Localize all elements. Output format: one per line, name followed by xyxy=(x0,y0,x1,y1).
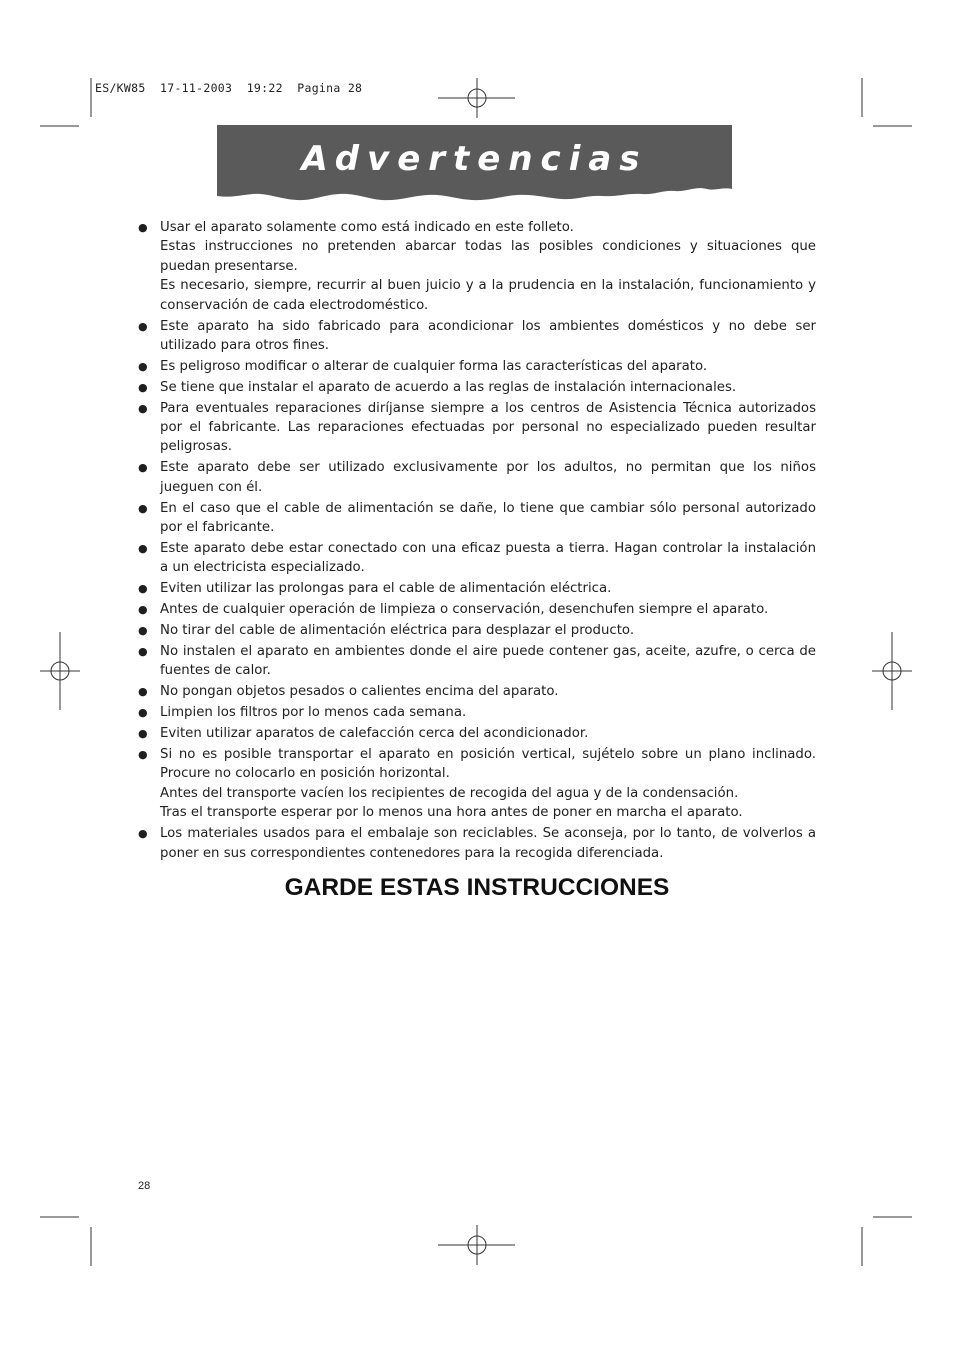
list-item xyxy=(138,499,816,538)
bullet-icon: ● xyxy=(138,461,148,475)
save-instructions-heading: GARDE ESTAS INSTRUCCIONES xyxy=(284,874,670,901)
warning-paragraph: No tirar del cable de alimentación eléctrica para desplazar el producto. xyxy=(160,623,635,639)
warnings-list-container xyxy=(138,218,816,865)
list-item xyxy=(138,218,816,315)
bullet-icon: ● xyxy=(138,401,148,415)
bullet-icon: ● xyxy=(138,380,148,394)
page-number: 28 xyxy=(138,1180,151,1192)
warning-paragraph: Antes de cualquier operación de limpieza o conservación, desenchufen siempre el aparato. xyxy=(160,602,769,618)
list-item xyxy=(138,399,816,457)
warning-paragraph: Este aparato debe ser utilizado exclusivamente por los adultos, no permitan que los niños jueguen con él. xyxy=(160,460,816,495)
list-item xyxy=(138,579,816,598)
warning-paragraph: Eviten utilizar las prolongas para el cable de alimentación eléctrica. xyxy=(160,581,612,597)
warning-paragraph: Este aparato ha sido fabricado para acondicionar los ambientes domésticos y no debe ser utilizado para otros fines. xyxy=(160,318,816,353)
bullet-icon: ● xyxy=(138,582,148,596)
list-item xyxy=(138,539,816,578)
warning-paragraph: Usar el aparato solamente como está indicado en este folleto. xyxy=(160,220,574,235)
bullet-icon: ● xyxy=(138,359,148,373)
list-item xyxy=(138,600,816,619)
warning-paragraph: Para eventuales reparaciones diríjanse siempre a los centros de Asistencia Técnica autorizados por el fabricante. Las reparaciones efectuadas por personal no especializado pueden resultar peligrosas. xyxy=(160,400,816,455)
warning-paragraph: Los materiales usados para el embalaje son reciclables. Se aconseja, por lo tanto, de volverlos a poner en sus correspondientes contenedores para la recogida diferenciada. xyxy=(160,826,816,861)
registration-target-bottom xyxy=(438,1225,515,1265)
bullet-icon: ● xyxy=(138,645,148,659)
warning-paragraph: Limpien los filtros por lo menos cada semana. xyxy=(160,705,467,721)
warning-paragraph: Se tiene que instalar el aparato de acuerdo a las reglas de instalación internacionales. xyxy=(160,379,737,395)
list-item xyxy=(138,824,816,863)
list-item xyxy=(138,357,816,376)
list-item xyxy=(138,682,816,701)
list-item xyxy=(138,642,816,681)
warning-paragraph: Eviten utilizar aparatos de calefacción cerca del acondicionador. xyxy=(160,726,589,742)
bullet-icon: ● xyxy=(138,221,148,234)
bullet-icon: ● xyxy=(138,501,148,515)
registration-target-right xyxy=(872,632,912,710)
warning-paragraph: Es peligroso modificar o alterar de cualquier forma las características del aparato. xyxy=(160,358,708,374)
registration-target-top xyxy=(438,78,515,118)
warning-paragraph: No instalen el aparato en ambientes donde el aire puede contener gas, aceite, azufre, o cerca de fuentes de calor. xyxy=(160,644,816,679)
warning-paragraph: Antes del transporte vacíen los recipientes de recogida del agua y de la condensación. xyxy=(160,785,739,801)
list-item xyxy=(138,317,816,356)
list-item xyxy=(138,745,816,823)
bullet-icon: ● xyxy=(138,706,148,720)
bullet-icon: ● xyxy=(138,727,148,741)
bullet-icon: ● xyxy=(138,603,148,617)
bullet-icon: ● xyxy=(138,319,148,333)
registration-target-left xyxy=(40,632,80,710)
warning-paragraph: En el caso que el cable de alimentación se dañe, lo tiene que cambiar sólo personal autorizado por el fabricante. xyxy=(160,500,816,536)
warning-paragraph: No pongan objetos pesados o calientes encima del aparato. xyxy=(160,684,559,700)
list-item xyxy=(138,621,816,640)
bullet-icon: ● xyxy=(138,542,148,555)
bullet-icon: ● xyxy=(138,827,148,841)
print-slug: ES/KW85 17-11-2003 19:22 Pagina 28 xyxy=(95,81,363,95)
warning-paragraph: Estas instrucciones no pretenden abarcar todas las posibles condiciones y situaciones que puedan presentarse. xyxy=(160,239,816,274)
list-item xyxy=(138,724,816,743)
title-banner xyxy=(217,125,732,203)
warning-paragraph: Si no es posible transportar el aparato en posición vertical, sujételo sobre un plano inclinado. Procure no colocarlo en posición horizontal. xyxy=(160,747,816,782)
warning-paragraph: Este aparato debe estar conectado con una eficaz puesta a tierra. Hagan controlar la instalación a un electricista especializado. xyxy=(160,541,816,576)
list-item xyxy=(138,378,816,397)
bullet-icon: ● xyxy=(138,685,148,699)
bullet-icon: ● xyxy=(138,624,148,638)
bullet-icon: ● xyxy=(138,748,148,762)
warning-paragraph: Es necesario, siempre, recurrir al buen juicio y a la prudencia en la instalación, funcionamiento y conservación de cada electrodoméstico. xyxy=(160,278,816,313)
warnings-list xyxy=(138,218,816,863)
list-item xyxy=(138,458,816,497)
page-title: Advertencias xyxy=(301,139,648,179)
warning-paragraph: Tras el transporte esperar por lo menos una hora antes de poner en marcha el aparato. xyxy=(160,805,743,821)
list-item xyxy=(138,703,816,722)
